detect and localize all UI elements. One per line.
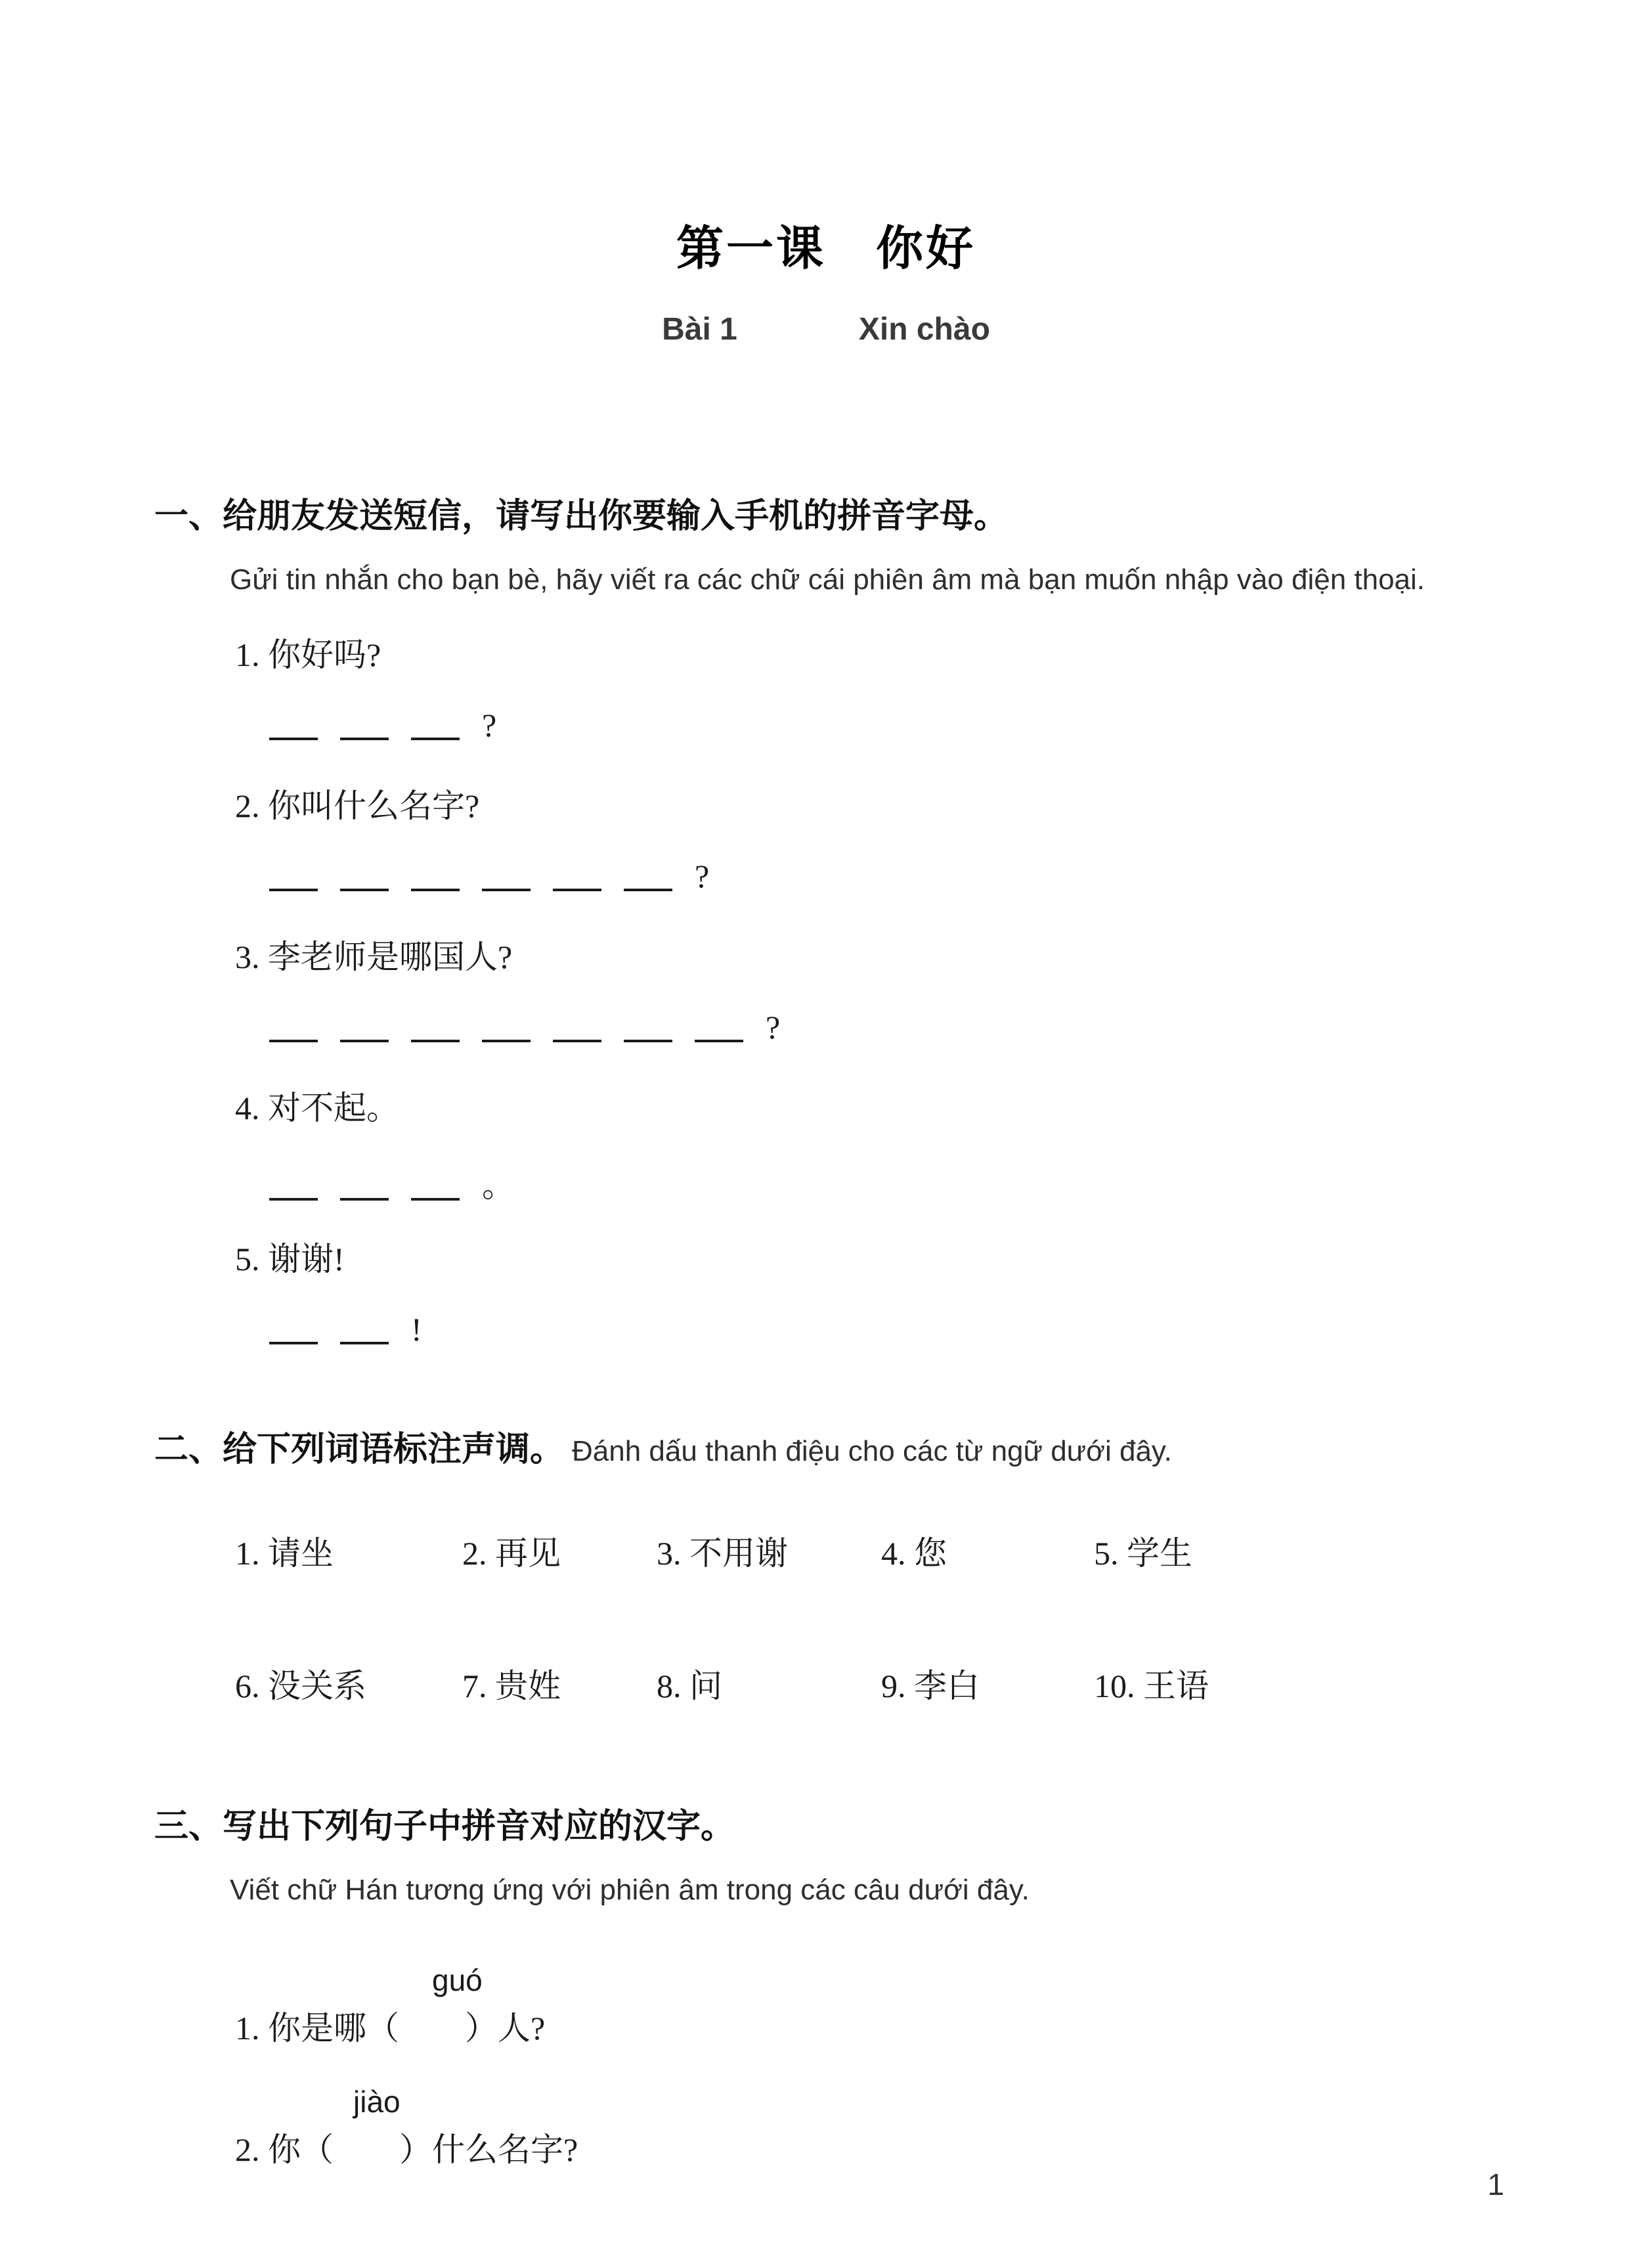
answer-blank xyxy=(269,1333,318,1344)
answer-blank-line xyxy=(269,706,1498,745)
section-1-items xyxy=(235,635,1498,1350)
lesson-number-vi: Bài 1 xyxy=(662,312,737,347)
section-3-instruction-vi: Viết chữ Hán tương ứng với phiên âm trong các câu dưới đây. xyxy=(230,1874,1030,1907)
word-item: 10. 王语 xyxy=(1094,1668,1209,1705)
answer-blank xyxy=(553,879,601,891)
exercise-item xyxy=(235,937,1498,1048)
answer-blank xyxy=(553,1030,601,1042)
exercise-item xyxy=(235,635,1498,745)
word-item: 6. 没关系 xyxy=(235,1668,366,1705)
section-1-instruction-vi: Gửi tin nhắn cho bạn bè, hãy viết ra các chữ cái phiên âm mà bạn muốn nhập vào điện thoại. xyxy=(230,564,1425,596)
exercise-item xyxy=(235,1239,1498,1350)
sentence-with-blank: 1. 你是哪（ ）人? xyxy=(235,2009,546,2047)
answer-blank-line xyxy=(269,1159,1498,1205)
section-2-heading xyxy=(154,1428,1498,1471)
section-3-items xyxy=(235,1962,1498,2169)
answer-blank xyxy=(340,1189,389,1201)
item-question: 4. 对不起。 xyxy=(235,1090,399,1127)
section-2-heading-zh: 二、给下列词语标注声调。 xyxy=(154,1430,565,1469)
page-number: 1 xyxy=(1487,2167,1504,2202)
answer-blank xyxy=(269,728,318,740)
end-punctuation: 。 xyxy=(482,1167,515,1205)
answer-blank xyxy=(411,879,460,891)
section-hanzi-writing xyxy=(154,1805,1498,2169)
answer-blank xyxy=(695,1030,743,1042)
word-item: 1. 请坐 xyxy=(235,1535,334,1572)
word-item: 5. 学生 xyxy=(1094,1535,1192,1572)
lesson-title-vi: Xin chào xyxy=(858,312,990,347)
word-item: 8. 问 xyxy=(657,1668,722,1705)
exercise-item xyxy=(235,1088,1498,1205)
answer-blank xyxy=(340,728,389,740)
word-item: 7. 贵姓 xyxy=(462,1668,561,1705)
answer-blank-line xyxy=(269,1008,1498,1048)
sentence-with-blank: 2. 你（ ）什么名字? xyxy=(235,2131,578,2168)
lesson-subtitle xyxy=(154,311,1498,347)
hanzi-fill-item xyxy=(235,2084,1498,2169)
section-2-instruction-vi: Đánh dấu thanh điệu cho các từ ngữ dưới đây. xyxy=(572,1435,1172,1468)
section-pinyin-input xyxy=(154,495,1498,1350)
section-1-heading: 一、给朋友发送短信，请写出你要输入手机的拼音字母。 xyxy=(154,497,1009,535)
word-item: 4. 您 xyxy=(881,1535,947,1572)
hanzi-fill-item xyxy=(235,1962,1498,2048)
section-tone-marking xyxy=(154,1428,1498,1707)
word-list-row-1 xyxy=(235,1527,1498,1574)
word-item: 2. 再见 xyxy=(462,1535,561,1572)
answer-blank-line xyxy=(269,857,1498,897)
item-question: 2. 你叫什么名字? xyxy=(235,787,480,825)
item-question: 5. 谢谢! xyxy=(235,1241,345,1278)
word-item: 3. 不用谢 xyxy=(657,1535,788,1572)
answer-blank xyxy=(269,1030,318,1042)
answer-blank xyxy=(269,879,318,891)
answer-blank-line xyxy=(269,1310,1498,1350)
answer-blank xyxy=(340,879,389,891)
answer-blank xyxy=(411,1189,460,1201)
answer-blank xyxy=(340,1333,389,1344)
answer-blank xyxy=(624,1030,672,1042)
answer-blank xyxy=(411,728,460,740)
exercise-item xyxy=(235,786,1498,897)
pinyin-hint: guó xyxy=(432,1962,483,1997)
end-punctuation: ? xyxy=(695,858,710,895)
word-list-row-2 xyxy=(235,1660,1498,1707)
answer-blank xyxy=(269,1189,318,1201)
page-header xyxy=(154,0,1498,347)
word-item: 9. 李白 xyxy=(881,1668,980,1705)
answer-blank xyxy=(482,1030,531,1042)
answer-blank xyxy=(340,1030,389,1042)
section-3-heading: 三、写出下列句子中拼音对应的汉字。 xyxy=(154,1807,735,1846)
end-punctuation: ? xyxy=(766,1009,781,1046)
end-punctuation: ! xyxy=(411,1311,422,1348)
pinyin-hint: jiào xyxy=(353,2084,401,2119)
end-punctuation: ? xyxy=(482,707,497,744)
lesson-title: 第一课 你好 xyxy=(676,223,976,275)
item-question: 3. 李老师是哪国人? xyxy=(235,939,513,976)
answer-blank xyxy=(624,879,672,891)
item-question: 1. 你好吗? xyxy=(235,636,381,674)
answer-blank xyxy=(482,879,531,891)
answer-blank xyxy=(411,1030,460,1042)
